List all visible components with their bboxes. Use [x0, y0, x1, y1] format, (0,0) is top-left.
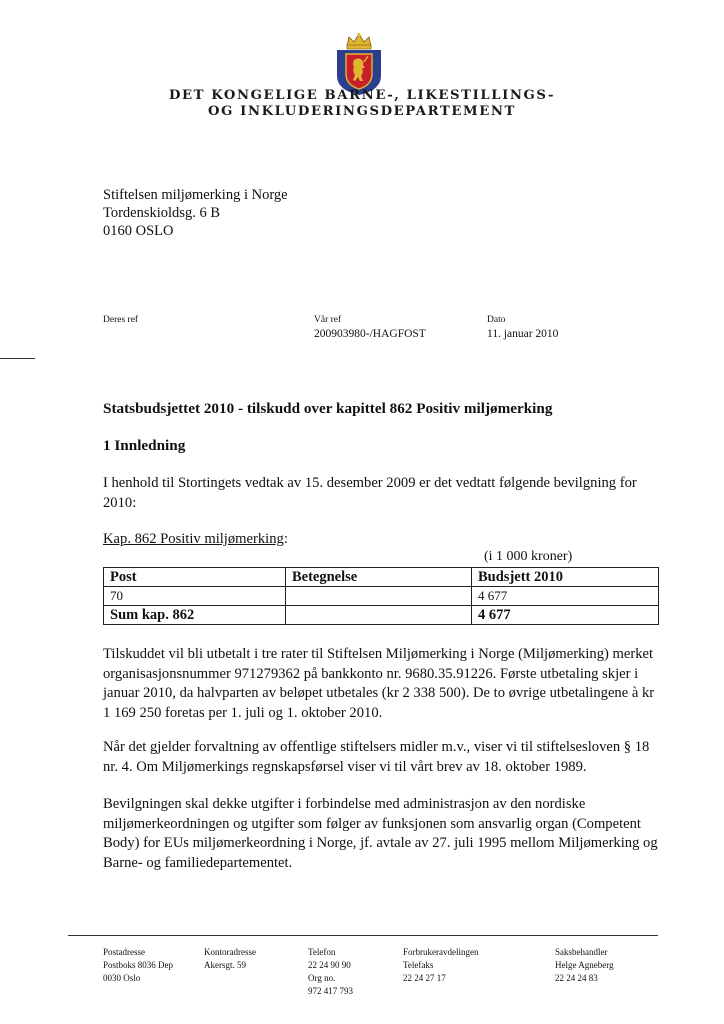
var-ref-label: Vår ref	[314, 315, 342, 325]
footer-telefon	[308, 946, 353, 998]
sum-label: Sum kap. 862	[104, 606, 286, 625]
postadresse-line-2: 0030 Oslo	[103, 973, 141, 983]
sum-value: 4 677	[472, 606, 659, 625]
payment-paragraph: Tilskuddet vil bli utbetalt i tre rater til Stiftelsen Miljømerking i Norge (Miljømerking) merket organisasjonsnummer 971279362 på bankkonto nr. 9680.35.91226. Første utbetaling skjer i januar 2010, da halvparten av beløpet utbetales (kr 2 338 500). De to øvrige utbetalingene à kr 1 169 250 foretas per 1. juli og 1. oktober 2010.	[103, 646, 655, 721]
org-value: 972 417 793	[308, 986, 353, 996]
management-paragraph: Når det gjelder forvaltning av offentlige stiftelsers midler m.v., viser vi til stiftelsesloven § 18 nr. 4. Om Miljømerkings regnskapsførsel viser vi til vårt brev av 18. oktober 1989.	[103, 739, 650, 775]
kontoradresse-line-1: Akersgt. 59	[204, 960, 246, 970]
telefaks-value: 22 24 27 17	[403, 973, 446, 983]
chapter-heading-text: Kap. 862 Positiv miljømerking	[103, 531, 284, 547]
footer-postadresse	[103, 946, 173, 985]
postadresse-line-1: Postboks 8036 Dep	[103, 960, 174, 970]
postadresse-label: Postadresse	[103, 947, 145, 957]
table-header-row	[104, 568, 659, 587]
saksbehandler-label: Saksbehandler	[555, 947, 608, 957]
allocation-paragraph: Bevilgningen skal dekke utgifter i forbindelse med administrasjon av den nordiske miljømerkeordningen og utgifter som følger av funksjonen som ansvarlig organ (Competent Body) for EUs miljømerkeordning i Norge, jf. avtale av 27. juli 1995 mellom Miljømerking og Barne- og familiedepartementet.	[103, 796, 658, 871]
footer-saksbehandler	[555, 946, 614, 985]
chapter-heading-colon: :	[283, 531, 288, 547]
recipient-name: Stiftelsen miljømerking i Norge	[103, 187, 288, 203]
telefon-label: Telefon	[308, 947, 336, 957]
recipient-postal: 0160 OSLO	[103, 223, 174, 239]
cell-post: 70	[104, 587, 286, 606]
royal-crest-logo	[334, 32, 384, 96]
cell-betegnelse	[286, 587, 472, 606]
budget-table	[103, 567, 659, 625]
dato-label: Dato	[487, 315, 506, 325]
department-name-line-1: DET KONGELIGE BARNE-, LIKESTILLINGS-	[168, 88, 556, 103]
kontoradresse-label: Kontoradresse	[204, 947, 256, 957]
telefaks-label: Telefaks	[403, 960, 434, 970]
chapter-heading	[103, 531, 288, 548]
sum-betegnelse	[286, 606, 472, 625]
saksbehandler-name: Helge Agneberg	[555, 960, 614, 970]
department-name-line-2: OG INKLUDERINGSDEPARTEMENT	[208, 104, 516, 119]
cell-budsjett: 4 677	[472, 587, 659, 606]
saksbehandler-phone: 22 24 24 83	[555, 973, 598, 983]
forbruker-label: Forbrukeravdelingen	[403, 947, 479, 957]
org-label: Org no.	[308, 973, 336, 983]
recipient-street: Tordenskioldsg. 6 B	[103, 205, 220, 221]
section-heading: 1 Innledning	[103, 437, 186, 454]
deres-ref-label: Deres ref	[103, 315, 139, 325]
var-ref-value: 200903980-/HAGFOST	[314, 328, 426, 340]
letter-title: Statsbudsjettet 2010 - tilskudd over kapittel 862 Positiv miljømerking	[103, 400, 553, 417]
column-header-post: Post	[104, 568, 286, 587]
column-header-budsjett: Budsjett 2010	[472, 568, 659, 587]
dato-value: 11. januar 2010	[487, 328, 559, 340]
column-header-betegnelse: Betegnelse	[286, 568, 472, 587]
footer-forbrukeravdelingen	[403, 946, 478, 985]
footer-kontoradresse	[204, 946, 256, 972]
intro-paragraph: I henhold til Stortingets vedtak av 15. desember 2009 er det vedtatt følgende bevilgning for 2010:	[103, 475, 637, 511]
table-sum-row	[104, 606, 659, 625]
unit-note: (i 1 000 kroner)	[484, 549, 573, 564]
fold-mark-divider	[0, 358, 35, 359]
telefon-value: 22 24 90 90	[308, 960, 351, 970]
table-row	[104, 587, 659, 606]
footer-divider	[68, 935, 658, 936]
